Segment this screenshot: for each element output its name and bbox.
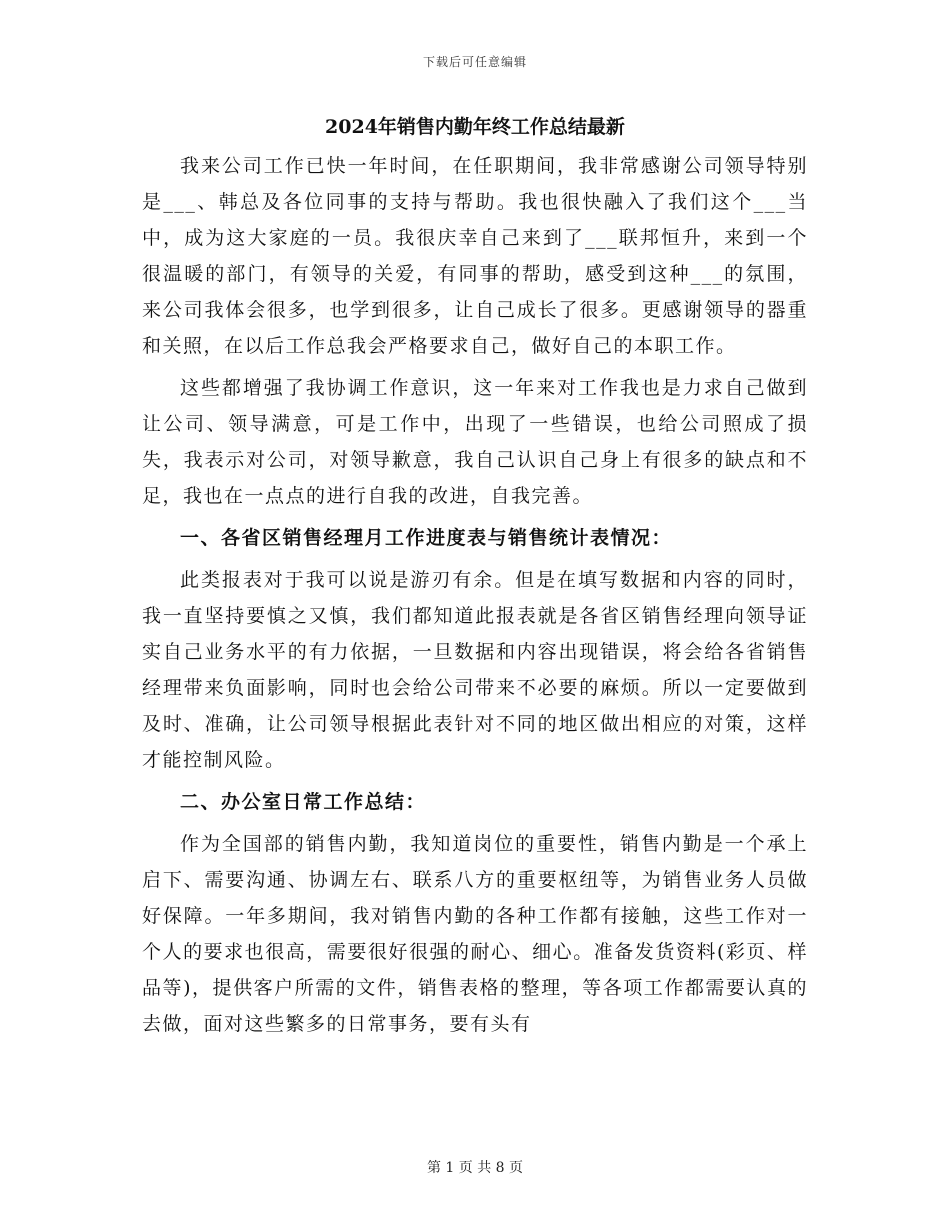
paragraph-reports: 此类报表对于我可以说是游刃有余。但是在填写数据和内容的同时，我一直坚持要慎之又慎，我们都知道此报表就是各省区销售经理向领导证实自己业务水平的有力依据，一旦数据和内容出现错误，将会给各省销售经理带来负面影响，同时也会给公司带来不必要的麻烦。所以一定要做到及时、准确，让公司领导根据此表针对不同的地区做出相应的对策，这样才能控制风险。 (142, 569, 808, 771)
section-heading-2: 二、办公室日常工作总结： (180, 791, 427, 813)
paragraph-office-work: 作为全国部的销售内勤，我知道岗位的重要性，销售内勤是一个承上启下、需要沟通、协调左右、联系八方的重要枢纽等，为销售业务人员做好保障。一年多期间，我对销售内勤的各种工作都有接触，这些工作对一个人的要求也很高，需要很好很强的耐心、细心。准备发货资料(彩页、样品等)，提供客户所需的文件，销售表格的整理，等各项工作都需要认真的去做，面对这些繁多的日常事务，要有头有 (142, 833, 808, 1035)
header-note: 下载后可任意编辑 (422, 55, 527, 69)
paragraph-self-review: 这些都增强了我协调工作意识，这一年来对工作我也是力求自己做到让公司、领导满意，可是工作中，出现了一些错误，也给公司照成了损失，我表示对公司，对领导歉意，我自己认识自己身上有很多的缺点和不足，我也在一点点的进行自我的改进，自我完善。 (142, 377, 808, 507)
section-heading-1: 一、各省区销售经理月工作进度表与销售统计表情况： (180, 527, 673, 549)
document-title: 2024年销售内勤年终工作总结最新 (325, 116, 625, 138)
page-footer: 第 1 页 共 8 页 (426, 1160, 524, 1176)
paragraph-intro: 我来公司工作已快一年时间，在任职期间，我非常感谢公司领导特别是___、韩总及各位同事的支持与帮助。我也很快融入了我们这个___当中，成为这大家庭的一员。我很庆幸自己来到了___联邦恒升，来到一个很温暖的部门，有领导的关爱，有同事的帮助，感受到这种___的氛围，来公司我体会很多，也学到很多，让自己成长了很多。更感谢领导的器重和关照，在以后工作总我会严格要求自己，做好自己的本职工作。 (142, 155, 808, 357)
document-body (142, 112, 808, 1048)
